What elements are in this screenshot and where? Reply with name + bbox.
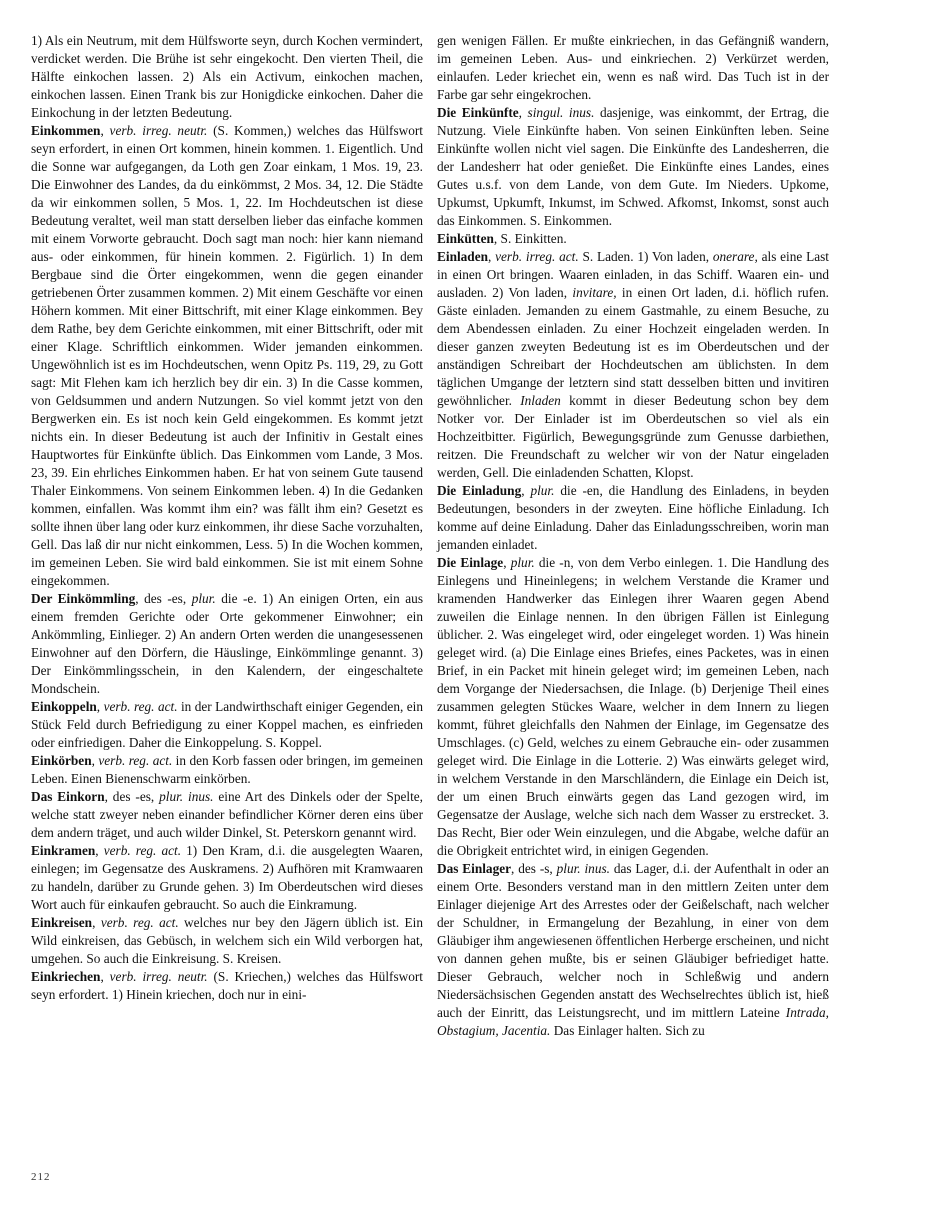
- entry-text: die -en, die Handlung des Einladens, in beyden Bedeutungen, besonders in der zweyten. Eine höfliche Einladung. Ich komme auf deine Einladung. Daher das Einladungsschreiben, worin man jemanden einladet.: [437, 483, 829, 552]
- headword: Einkoppeln: [31, 699, 97, 714]
- grammar-note: plur. inus.: [556, 861, 610, 876]
- grammar-note: plur. inus.: [159, 789, 214, 804]
- headword: Das Einkorn: [31, 789, 105, 804]
- entry-text: in den Korb fassen oder bringen, im gemeinen Leben. Einen Bienenschwarm einkörben.: [31, 753, 423, 786]
- headword: Einladen: [437, 249, 488, 264]
- headword: Einkramen: [31, 843, 96, 858]
- dictionary-entry: [437, 230, 829, 248]
- dictionary-entry: [437, 104, 829, 230]
- dictionary-entry: [31, 32, 423, 122]
- right-column: [437, 32, 829, 1040]
- entry-text: (S. Kriechen,) welches das Hülfswort seyn erfordert. 1) Hinein kriechen, doch nur in eini-: [31, 969, 423, 1002]
- grammar-note: verb. irreg. act.: [495, 249, 579, 264]
- entry-text: , des -es,: [135, 591, 192, 606]
- entry-text: gen wenigen Fällen. Er mußte einkriechen, in das Gefängniß wandern, im gemeinen Leben. Aus- und einkriechen. 2) Verkürzet werden, einlaufen. Leder kriechet ein, wenn es naß wird. Das Tuch ist in der Farbe gar sehr eingekrochen.: [437, 33, 829, 102]
- headword: Die Einlage: [437, 555, 504, 570]
- entry-text: , des -es,: [104, 789, 160, 804]
- dictionary-entry: [31, 752, 423, 788]
- grammar-note: plur.: [530, 483, 555, 498]
- entry-text: die -n, von dem Verbo einlegen. 1. Die Handlung des Einlegens und Hineinlegens; in welchem Verstande die Kramer und kramenden Handwerker das Einlegen ihrer Waaren gegen Abend zuweilen die Einlage nennen. In den übrigen Fällen ist Einlegung üblicher. 2. Was eingeleget wird, oder eingeleget worden. 1) Was hinein geleget wird. (a) Die Einlage eines Briefes, eines Packetes, was in einen Brief, in ein Packet mit hinein geleget wird; im gemeinen Leben, nach dem Vorgange der Niedersachsen, die Inlage. (b) Derjenige Theil eines zusammen gelegten Stückes Waare, welcher in dem Innern zu liegen kommt, führet gleichfalls den Nahmen der Einlage, im Gegensatze des Umschlages. (c) Geld, welches zu einem Gebrauche ein- oder zusammen geleget wird. Die Einlage in die Lotterie. 2) Was einwärts geleget wird, in welchem Verstande in den Marschländern, die Einlage ein Deich ist, der um einen Bruch einwärts gegen das Land gezogen wird, im Gegensatze der Auslage, welche sich nach dem Wasser zu erstrecket. 3. Das Recht, Bier oder Wein einzulegen, und die Abgabe, welche dafür an die Obrigkeit entrichtet wird, in einigen Gegenden.: [437, 555, 829, 858]
- headword: Die Einkünfte: [437, 105, 519, 120]
- headword: Einkörben: [31, 753, 92, 768]
- grammar-note: singul. inus.: [527, 105, 595, 120]
- grammar-note: verb. reg. act.: [103, 699, 178, 714]
- entry-text: ,: [521, 483, 531, 498]
- entry-text: ,: [518, 105, 528, 120]
- entry-text: kommt in dieser Bedeutung schon bey dem Notker vor. Der Einlader ist im Oberdeutschen so viel als ein Hochzeitbitter. Figürlich, Bewegungsgründe zum Genusse darbiethen, reitzen. Die Freundschaft zu welcher wir von der Natur eingeladen werden, Gell. Die einladenden Schatten, Klopst.: [437, 393, 829, 480]
- dictionary-entry: [31, 590, 423, 698]
- entry-text: dasjenige, was einkommt, der Ertrag, die Nutzung. Viele Einkünfte haben. Von seinen Einkünften leben. Seine Einkünfte wollen nicht viel sagen. Die Einkünfte des Landesherren, die der Landesherr hat oder genießet. Die Einkünfte eines Landes, eines Gutes u.s.f. von dem Lande, von dem Gute. Im Nieders. Upkome, Upkumst, Upkumft, Inkumst, im Schwed. Afkomst, Inkomst, sonst auch das Einkommen. S. Einkommen.: [437, 105, 829, 228]
- entry-text: welches nur bey den Jägern üblich ist. Ein Wild einkreisen, das Gebüsch, in welchem sich ein Wild verborgen hat, umgehen. So auch die Einkreisung. S. Kreisen.: [31, 915, 423, 966]
- dictionary-entry: [31, 788, 423, 842]
- grammar-note: verb. reg. act.: [100, 915, 179, 930]
- grammar-note: verb. reg. act.: [103, 843, 182, 858]
- grammar-note: verb. reg. act.: [98, 753, 173, 768]
- entry-text: 1) Den Kram, d.i. die ausgelegten Waaren, einlegen; im Gegensatze des Auskramens. 2) Aufhören mit Kramwaaren zu handeln, darüber zu Grunde gehen. 3) Im Oberdeutschen wird dieses Wort auch für einkaufen gebraucht. So auch die Einkramung.: [31, 843, 423, 912]
- page-number: 212: [31, 1171, 51, 1183]
- entry-text: (S. Kommen,) welches das Hülfswort seyn erfordert, in einen Ort kommen, hinein kommen. 1. Eigentlich. Und die Sonne war aufgegangen, da Loth gen Zoar einkam, 1 Mos. 19, 23. Die Einwohner des Landes, da du einkömmst, 2 Mos. 34, 12. Die Städte da wir einkommen sollen, 5 Mos. 1, 22. Im Hochdeutschen ist diese Bedeutung veraltet, weil man statt derselben lieber das einfache kommen mit einem Vorworte gebraucht. Doch sagt man noch: hier kann niemand aus- oder einkommen, für hinein kommen. 2. Figürlich. 1) In dem Bergbaue sind die Örter eingekommen, wenn die gegen einander getriebenen Örter zusammen kommen. 2) Mit einem Geschäfte vor einen Höhern kommen. Mit einer Bittschrift, mit einer Klage einkommen. Bey dem Rathe, bey dem Gerichte einkommen, mit einer Bittschrift, oder mit einer Klage. Schriftlich einkommen. Wider jemanden einkommen. Ungewöhnlich ist es im Hochdeutschen, wenn Opitz Ps. 119, 29, zu Gott sagt: Mit Flehen kam ich herzlich bey dir ein. 3) In die Casse kommen, von Geldsummen und andern Nutzungen. So viel kommt jetzt von den Bergwerken ein. Es ist noch kein Geld eingekommen. Es kommt jetzt nichts ein. In dieser Bedeutung ist auch der Infinitiv in Gestalt eines Hauptwortes für Einkünfte üblich. Das Einkommen vom Lande, 3 Mos. 23, 39. Ein ehrliches Einkommen haben. Er hat von seinem Gute tausend Thaler Einkommens. Von seinem Einkommen leben. 4) In die Gedanken kommen, einfallen. Was kommt ihm ein? was fällt ihm ein? Gesetzt es sollte ihnen über lang oder kurz einkommen, ihr diese Sache vorzuhalten, Gell. Das laß dir nur nicht einkommen, Less. 5) In die Wochen kommen, im gemeinen Leben. Sie wird bald einkommen. Sie ist mit einem Sohne eingekommen.: [31, 123, 423, 588]
- dictionary-entry: [31, 122, 423, 590]
- entry-text: , S. Einkitten.: [493, 231, 567, 246]
- headword: Die Einladung: [437, 483, 522, 498]
- entry-text: in der Landwirthschaft einiger Gegenden, ein Stück Feld durch Befriedigung zu einer Koppel machen, es einfrieden oder einfriedigen. Daher die Einkoppelung. S. Koppel.: [31, 699, 423, 750]
- headword: Einkriechen: [31, 969, 101, 984]
- grammar-note: onerare,: [712, 249, 758, 264]
- left-column: [31, 32, 423, 1004]
- dictionary-entry: [31, 914, 423, 968]
- grammar-note: verb. irreg. neutr.: [109, 123, 208, 138]
- headword: Einkommen: [31, 123, 101, 138]
- grammar-note: plur.: [191, 591, 216, 606]
- headword: Das Einlager: [437, 861, 512, 876]
- grammar-note: verb. irreg. neutr.: [109, 969, 208, 984]
- grammar-note: Inladen: [520, 393, 561, 408]
- entry-text: ,: [92, 915, 101, 930]
- dictionary-entry: [31, 698, 423, 752]
- entry-text: ,: [100, 969, 110, 984]
- headword: Der Einkömmling: [31, 591, 136, 606]
- entry-text: als eine Last in einen Ort bringen. Waaren einladen, in das Schiff. Waaren ein- und ausladen. 2) Von laden,: [437, 249, 829, 300]
- headword: Einkreisen: [31, 915, 93, 930]
- entry-text: , des -s,: [511, 861, 557, 876]
- headword: Einkütten: [437, 231, 494, 246]
- grammar-note: plur.: [510, 555, 535, 570]
- grammar-note: invitare,: [572, 285, 617, 300]
- entry-text: die -e. 1) An einigen Orten, ein aus einem fremden Gerichte oder Orte gekommener Einwohner; ein Ankömmling, Einlieger. 2) An andern Orten werden die unangesessenen Einwohner auf den Dörfern, die Häuslinge, Einkömmlinge genannt. 3) Der Einkömmlingsschein, in den Kalendern, der eingeschaltete Mondschein.: [31, 591, 424, 696]
- dictionary-entry: [31, 968, 423, 1004]
- dictionary-entry: [437, 32, 829, 104]
- entry-text: ,: [95, 843, 104, 858]
- entry-text: ,: [96, 699, 104, 714]
- entry-text: eine Art des Dinkels oder der Spelte, welche statt zweyer neben einander befindlicher Körner deren eins über dem andern träget, und auch wilder Dinkel, St. Peterskorn genannt wird.: [31, 789, 423, 840]
- entry-text: ,: [503, 555, 511, 570]
- entry-text: ,: [488, 249, 496, 264]
- dictionary-entry: [437, 860, 829, 1040]
- entry-text: ,: [91, 753, 99, 768]
- entry-text: S. Laden. 1) Von laden,: [578, 249, 713, 264]
- entry-text: Das Einlager halten. Sich zu: [550, 1023, 705, 1038]
- grammar-note: Intrada, Obstagium, Jacentia.: [437, 1005, 829, 1038]
- dictionary-entry: [437, 248, 829, 482]
- entry-text: das Lager, d.i. der Aufenthalt in oder an einem Orte. Besonders verstand man in den mittlern Zeiten unter dem Einlager diejenige Art des Arrestes oder der Geißelschaft, nach welcher der Schuldner, in Ermangelung der Bezahlung, in einer von dem Gläubiger ihm angewiesenen öffentlichen Herberge erscheinen, und nicht von dannen gehen mußte, bis er seinen Gläubiger befriediget hatte. Dieser Gebrauch, welcher noch in Schleßwig und andern Niedersächsischen Gegenden anstatt des Wechselrechtes üblich ist, hieß auch der Einritt, das Leistungsrecht, und im mittlern Lateine: [437, 861, 829, 1020]
- entry-text: ,: [100, 123, 110, 138]
- entry-text: in einen Ort laden, d.i. höflich rufen. Gäste einladen. Jemanden zu einem Gastmahle, zu einem Besuche, zu dem Abendessen einladen. Zu einer Hochzeit eingeladen werden. In dieser ganzen zweyten Bedeutung ist es im Oberdeutschen und der anständigen Schreibart der Hochdeutschen am üblichsten. In dem täglichen Umgange der letztern sind statt desselben bitten und invitiren gewöhnlicher.: [437, 285, 830, 408]
- dictionary-entry: [437, 554, 829, 860]
- entry-text: 1) Als ein Neutrum, mit dem Hülfsworte seyn, durch Kochen vermindert, verdicket werden. Die Brühe ist sehr eingekocht. Den vierten Theil, die Hälfte einkochen lassen. 2) Als ein Activum, einkochen machen, einkochen lassen. Einen Trank bis zur Honigdicke einkochen. Daher die Einkochung in der letzten Bedeutung.: [31, 33, 423, 120]
- dictionary-entry: [31, 842, 423, 914]
- dictionary-entry: [437, 482, 829, 554]
